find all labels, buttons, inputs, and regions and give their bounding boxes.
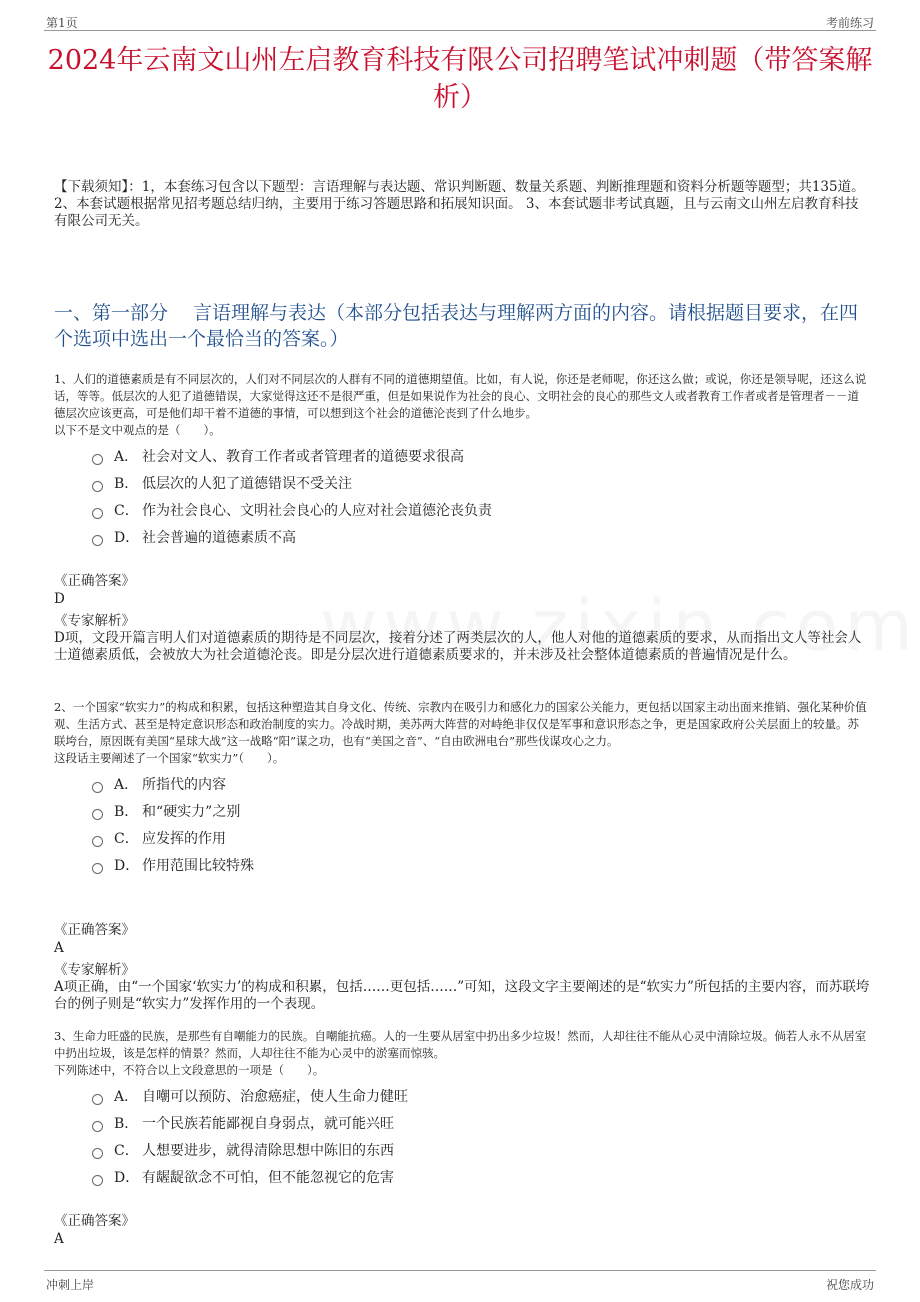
header-tag: 考前练习 bbox=[825, 16, 874, 30]
question-stem: 1、人们的道德素质是有不同层次的，人们对不同层次的人群有不同的道德期望值。比如，有人说，你还是老师呢，你还这么做；或说，你还是领导呢，还这么说话，等等。低层次的人犯了道德错误，大家觉得这还不是很严重，但是如果说作为社会的良心、文明社会的良心的那些文人或者教育工作者或者是管理者－－道德层次应该更高，可是他们却干着不道德的事情，可以想到这个社会的道德沦丧到了什么地步。 bbox=[54, 372, 867, 420]
page-footer bbox=[44, 1270, 876, 1295]
answer-label: 《正确答案》 bbox=[54, 922, 135, 938]
explanation-label: 《专家解析》 bbox=[54, 962, 135, 978]
correct-answer: D bbox=[54, 591, 65, 607]
correct-answer: A bbox=[54, 1231, 64, 1247]
section-heading: 一、第一部分 言语理解与表达（本部分包括表达与理解两方面的内容。请根据题目要求，在四个选项中选出一个最恰当的答案。） bbox=[54, 302, 859, 350]
option-c[interactable]: C． 作为社会良心、文明社会良心的人应对社会道德沦丧负责 bbox=[92, 501, 870, 528]
correct-answer: A bbox=[54, 940, 64, 956]
option-a[interactable]: A． 自嘲可以预防、治愈癌症，使人生命力健旺 bbox=[92, 1087, 870, 1114]
answer-label: 《正确答案》 bbox=[54, 573, 135, 589]
question-stem: 3、生命力旺盛的民族，是那些有自嘲能力的民族。自嘲能抗癌。人的一生要从居室中扔出多少垃圾！然而，人却往往不能从心灵中清除垃圾。倘若人永不从居室中扔出垃圾，该是怎样的情景？然而，人却往往不能为心灵中的淤塞而惊骇。 bbox=[54, 1029, 867, 1060]
explanation-label: 《专家解析》 bbox=[54, 613, 135, 629]
document-title: 2024年云南文山州左启教育科技有限公司招聘笔试冲刺题（带答案解析） bbox=[47, 45, 873, 113]
option-list bbox=[92, 447, 870, 555]
option-b[interactable]: B． 和“硬实力”之别 bbox=[92, 802, 870, 829]
radio-icon[interactable] bbox=[92, 508, 103, 519]
radio-icon[interactable] bbox=[92, 1148, 103, 1159]
option-c[interactable]: C． 人想要进步，就得清除思想中陈旧的东西 bbox=[92, 1141, 870, 1168]
answer-block-3 bbox=[54, 1212, 870, 1248]
footer-right-text: 祝您成功 bbox=[825, 1278, 874, 1292]
option-list bbox=[92, 775, 870, 883]
question-stem: 2、一个国家“软实力”的构成和积累，包括这种塑造其自身文化、传统、宗教内在吸引力和感化力的国家公关能力，更包括以国家主动出面来推销、强化某种价值观、生活方式、甚至是特定意识形态和政治制度的实力。冷战时期，美苏两大阵营的对峙绝非仅仅是军事和意识形态之争，更是国家政府公关层面上的较量。苏联垮台，原因既有美国“星球大战”这一战略“阳”谋之功，也有“美国之音”、“自由欧洲电台”那些伐谋攻心之力。 bbox=[54, 700, 867, 748]
question-1 bbox=[54, 371, 870, 555]
page-number: 第1页 bbox=[46, 16, 78, 30]
radio-icon[interactable] bbox=[92, 1121, 103, 1132]
answer-block-2 bbox=[54, 921, 870, 1013]
radio-icon[interactable] bbox=[92, 1175, 103, 1186]
explanation-text: D项，文段开篇言明人们对道德素质的期待是不同层次，接着分述了两类层次的人，他人对他的道德素质的要求，从而指出文人等社会人士道德素质低，会被放大为社会道德沦丧。即是分层次进行道德素质要求的，并未涉及社会整体道德素质的普遍情况是什么。 bbox=[54, 630, 862, 663]
option-b[interactable]: B． 低层次的人犯了道德错误不受关注 bbox=[92, 474, 870, 501]
page-header bbox=[44, 10, 876, 31]
radio-icon[interactable] bbox=[92, 454, 103, 465]
question-prompt: 这段话主要阐述了一个国家“软实力”（ ）。 bbox=[54, 751, 285, 765]
question-prompt: 以下不是文中观点的是（ ）。 bbox=[54, 423, 221, 437]
question-2 bbox=[54, 699, 870, 883]
option-list bbox=[92, 1087, 870, 1195]
option-c[interactable]: C． 应发挥的作用 bbox=[92, 829, 870, 856]
download-notice: 【下载须知】：1，本套练习包含以下题型：言语理解与表达题、常识判断题、数量关系题、判断推理题和资料分析题等题型；共135道。 2、本套试题根据常见招考题总结归纳，主要用于练习答题思路和拓展知识面。 3、本套试题非考试真题，且与云南文山州左启教育科技有限公司无关。 bbox=[54, 179, 865, 229]
footer-left-text: 冲刺上岸 bbox=[46, 1278, 95, 1292]
question-3 bbox=[54, 1028, 870, 1195]
radio-icon[interactable] bbox=[92, 863, 103, 874]
option-d[interactable]: D． 有龌龊欲念不可怕，但不能忽视它的危害 bbox=[92, 1168, 870, 1195]
radio-icon[interactable] bbox=[92, 809, 103, 820]
answer-label: 《正确答案》 bbox=[54, 1213, 135, 1229]
radio-icon[interactable] bbox=[92, 836, 103, 847]
option-a[interactable]: A． 所指代的内容 bbox=[92, 775, 870, 802]
explanation-text: A项正确，由“一个国家‘软实力’的构成和积累，包括……更包括……”可知，这段文字主要阐述的是“软实力”所包括的主要内容，而苏联垮台的例子则是“软实力”发挥作用的一个表现。 bbox=[54, 979, 870, 1012]
option-b[interactable]: B． 一个民族若能鄙视自身弱点，就可能兴旺 bbox=[92, 1114, 870, 1141]
radio-icon[interactable] bbox=[92, 1094, 103, 1105]
question-prompt: 下列陈述中，不符合以上文段意思的一项是（ ）。 bbox=[54, 1063, 325, 1077]
answer-block-1 bbox=[54, 572, 870, 664]
option-a[interactable]: A． 社会对文人、教育工作者或者管理者的道德要求很高 bbox=[92, 447, 870, 474]
radio-icon[interactable] bbox=[92, 535, 103, 546]
radio-icon[interactable] bbox=[92, 481, 103, 492]
radio-icon[interactable] bbox=[92, 782, 103, 793]
option-d[interactable]: D． 社会普遍的道德素质不高 bbox=[92, 528, 870, 555]
option-d[interactable]: D． 作用范围比较特殊 bbox=[92, 856, 870, 883]
